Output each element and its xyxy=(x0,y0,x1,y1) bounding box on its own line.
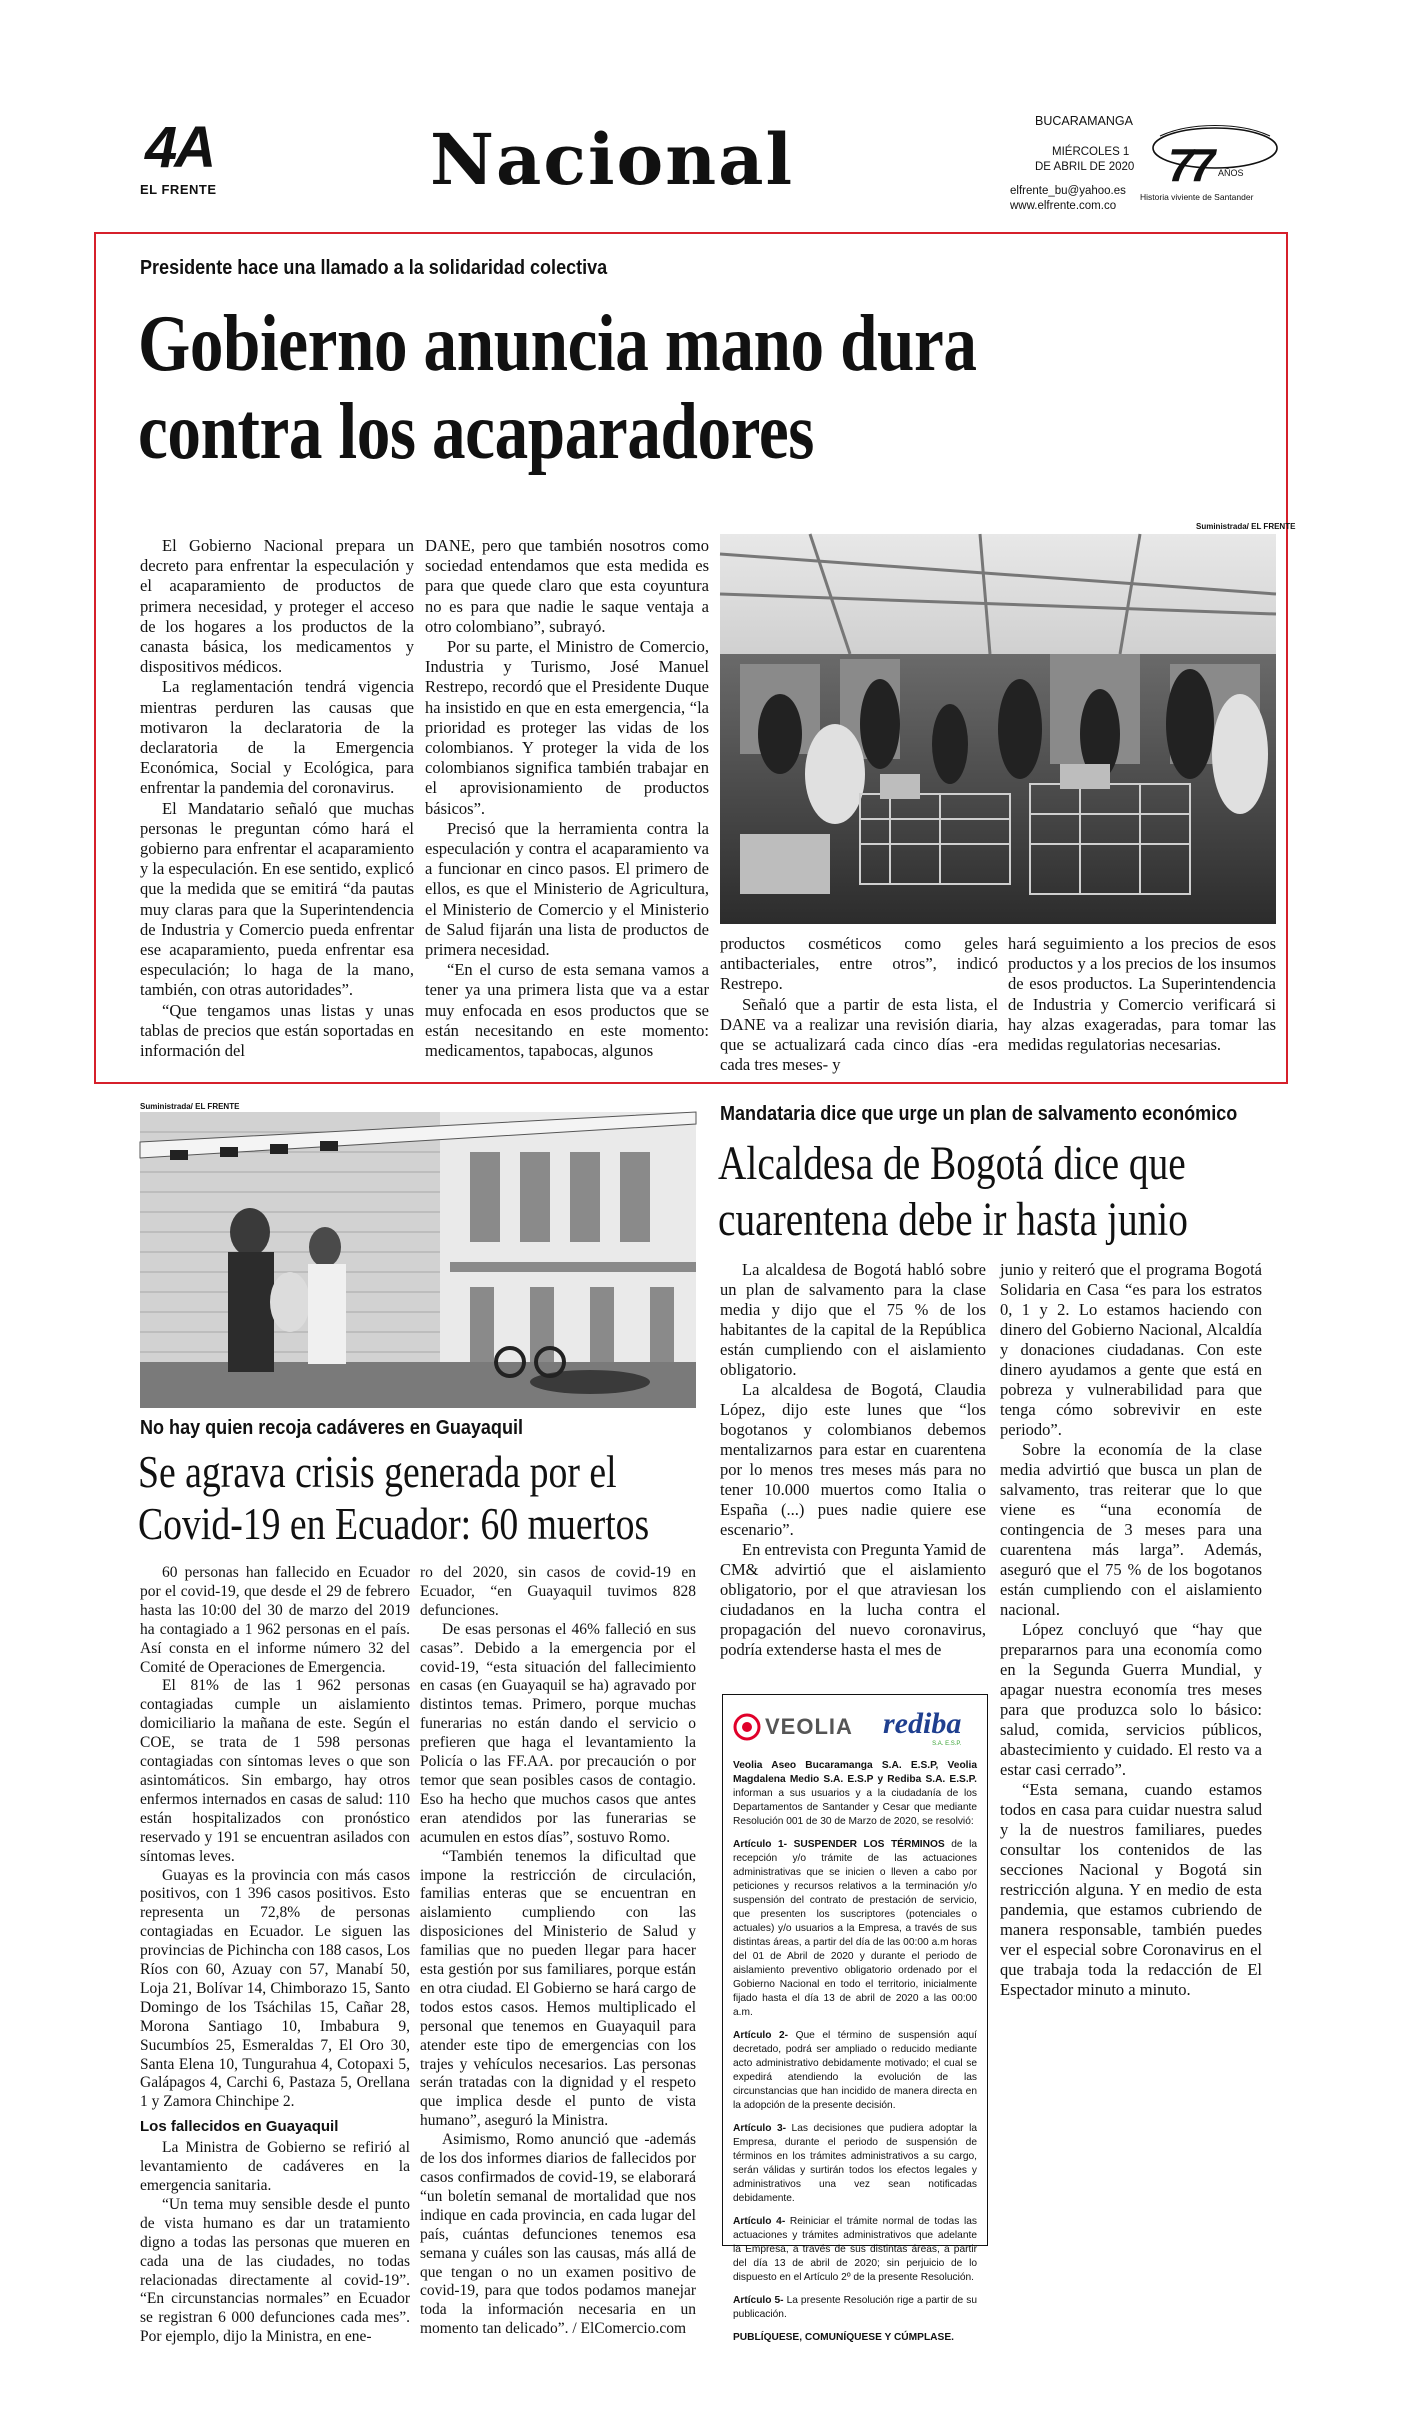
paragraph: DANE, pero que también nosotros como sociedad entendamos que esta medida es para que quede claro que esta coyuntura no es para que nadie le saque ventaja a otro colombiano”, subrayó. xyxy=(425,536,709,636)
paragraph: Guayas es la provincia con más casos positivos, con 1 396 casos positivos. Esto representa un 72,8% de personas contagiadas en Ecuador. Le siguen las provincias de Pichincha con 188 casos, Los Ríos con 60, Azuay con 57, Manabí 50, Loja 21, Bolívar 14, Chimborazo 15, Santo Domingo de los Tsáchilas 15, Cañar 28, Morona Santiago 10, Imbabura 9, Sucumbíos 25, Esmeraldas 7, El Oro 30, Santa Elena 10, Tungurahua 4, Cotopaxi 5, Galápagos 4, Carchi 6, Pastaza 5, Orellana 1 y Zamora Chinchipe 2. xyxy=(140,1866,410,2111)
paragraph: junio y reiteró que el programa Bogotá Solidaria en Casa “es para los estratos 0, 1 y 2. Lo estamos haciendo con dinero del Gobierno Nacional, Alcaldía y donaciones ciudadanas. Con este dinero ayudamos a gente que está en pobreza y vulnerabilidad para que tenga cómo sobrevivir en este periodo”. xyxy=(1000,1260,1262,1439)
veolia-wordmark: VEOLIA xyxy=(765,1714,853,1739)
city: BUCARAMANGA xyxy=(1035,114,1133,128)
ad-logos xyxy=(733,1703,977,1759)
story1-col3 xyxy=(720,934,998,1075)
paragraph: La alcaldesa de Bogotá, Claudia López, dijo este lunes que “los bogotanos y colombianos debemos mentalizarnos para estar en cuarentena por lo menos tres meses más para no tener 10.000 muertos como Italia o España (...) pues nadie quiere ese escenario”. xyxy=(720,1380,986,1539)
ad-body xyxy=(733,1759,977,2345)
story2-col1 xyxy=(140,1564,410,2347)
paragraph: De esas personas el 46% falleció en sus casas”. Debido a la emergencia por el covid-19, “esta situación del fallecimiento en casas (en Guayaquil se ha) agravado por distintos temas. Primero, porque muchas funerarias no están dando el servicio o prefieren que haga el levantamiento la Policía o las FF.AA. por precaución o por temor que sean posibles casos de contagio. Eso ha hecho que muchos casos que antes eran atendidos por las funerarias se acumulen en estos días”, sostuvo Romo. xyxy=(420,1620,696,1846)
paragraph: El 81% de las 1 962 personas contagiadas cumple un aislamiento domiciliario la mañana de este. Según el COE, se trata de 1 598 personas contagiadas con síntomas leves o que son asintomáticos. Sin embargo, hay otros enfermos internados en casas de salud: 110 están hospitalizados con pronóstico reservado y 191 se encuentran asilados con síntomas leves. xyxy=(140,1677,410,1865)
paragraph: En entrevista con Pregunta Yamid de CM& advirtió que el aislamiento obligatorio, por el que atraviesan los ciudadanos en la lucha contra el propagación del nuevo coronavirus, podría extenderse hasta el mes de xyxy=(720,1540,986,1659)
ad-article-1: Artículo 1- SUSPENDER LOS TÉRMINOS de la recepción y/o trámite de las actuaciones administrativas que se inicien o lleven a cabo por peticiones y recursos relativos a la terminación y/o suspensión del contrato de prestación de servicio, que presenten los suscriptores (potenciales o actuales) y/o usuarios a la Empresa, a través de sus distintas áreas, a partir del día de las 00:00 a.m horas del 01 de Abril de 2020 y durante el periodo de aislamiento preventivo obligatorio ordenado por el Gobierno Nacional en todo el territorio, inicialmente fijado hasta el día 13 de abril de 2020 a las 00:00 a.m. xyxy=(733,1839,977,2018)
email: elfrente_bu@yahoo.es xyxy=(1010,185,1126,197)
story2-kicker: No hay quien recoja cadáveres en Guayaquil xyxy=(140,1416,524,1439)
story1-col2 xyxy=(425,536,709,1061)
story3-headline-line1: Alcaldesa de Bogotá dice que xyxy=(718,1137,1186,1190)
paragraph: El Gobierno Nacional prepara un decreto para enfrentar la especulación y el acaparamiento de productos de primera necesidad, y proteger el acceso de los hogares a los productos de la canasta básica, los medicamentos y dispositivos médicos. xyxy=(140,536,414,677)
rediba-logo xyxy=(883,1707,961,1747)
story2-subhead: Los fallecidos en Guayaquil xyxy=(140,2118,339,2136)
paragraph: 60 personas han fallecido en Ecuador por el covid-19, que desde el 29 de febrero hasta las 10:00 del 30 de marzo del 2019 ha contagiado a 1 962 personas en el país. Así consta en el informe número 32 del Comité de Operaciones de Emergencia. xyxy=(140,1564,410,1676)
paragraph: “Esta semana, cuando estamos todos en casa para cuidar nuestra salud y la de nuestros familiares, puedes consultar los contenidos de las secciones Nacional y Bogotá sin restricción alguna. Y en medio de esta pandemia, que estamos cubriendo de manera responsable, también puedes ver el especial sobre Coronavirus en el que trabaja toda la redacción de El Espectador minuto a minuto. xyxy=(1000,1780,1262,1999)
paragraph: hará seguimiento a los precios de esos productos y a los precios de los insumos de esos productos. La Superintendencia de Industria y Comercio verificará si hay alzas exageradas, para tomar las medidas regulatorias necesarias. xyxy=(1008,934,1276,1055)
paragraph: Señaló que a partir de esta lista, el DANE va a realizar una revisión diaria, que se actualizará cada cinco días -era cada tres meses- y xyxy=(720,994,998,1075)
story1-kicker: Presidente hace una llamado a la solidaridad colectiva xyxy=(140,256,608,279)
section-title: Nacional xyxy=(430,118,795,201)
paragraph: López concluyó que “hay que prepararnos para una economía como en la Segunda Guerra Mundial, y apagar nuestra economía tres meses para que produzca solo lo básico: salud, comida, servicios públicos, abastecimiento y cuidado. El resto va a estar casi cerrado”. xyxy=(1000,1620,1262,1779)
story3-col1 xyxy=(720,1260,986,1660)
story2-photo-guayaquil xyxy=(140,1112,696,1408)
paragraph: productos cosméticos como geles antibacteriales, entre otros”, indicó Restrepo. xyxy=(720,934,998,994)
brand-small: EL FRENTE xyxy=(140,182,217,197)
website: www.elfrente.com.co xyxy=(1010,200,1117,212)
rediba-wordmark: rediba xyxy=(883,1707,962,1740)
paragraph: La alcaldesa de Bogotá habló sobre un plan de salvamento para la clase media y dijo que el 75 % de los habitantes de la capital de la República están cumpliendo con el aislamiento obligatorio. xyxy=(720,1260,986,1379)
paragraph: “También tenemos la dificultad que impone la restricción de circulación, familias enteras que se encuentran en aislamiento cumpliendo con las disposiciones del Ministerio de Salud y familias que no pueden llegar para hacer esta gestión por sus familiares, porque están en otra ciudad. El Gobierno se hará cargo de todos estos casos. Hemos multiplicado el personal que tenemos en Guayaquil para atender este tipo de emergencias con los trajes y vehículos necesarios. Las personas serán tratadas con la dignidad y el respeto que implica desde el punto de vista humano”, aseguró la Ministra. xyxy=(420,1847,696,2130)
story3-headline xyxy=(718,1136,1291,1248)
story1-headline-line1: Gobierno anuncia mano dura xyxy=(138,300,977,388)
story3-headline-line2: cuarentena debe ir hasta junio xyxy=(718,1193,1188,1246)
anniversary-number: 77 xyxy=(1168,139,1212,191)
paragraph: ro del 2020, sin casos de covid-19 en Ecuador, “en Guayaquil tuvimos 828 defunciones. xyxy=(420,1564,696,1619)
anniversary-word: AÑOS xyxy=(1218,168,1244,178)
paragraph: La reglamentación tendrá vigencia mientras perduren las causas que motivaron la declaratoria de la declaratoria de la Emergencia Económica, Social y Ecológica, para enfrentar la pandemia del coronavirus. xyxy=(140,677,414,798)
ad-article-2: Artículo 2- Que el término de suspensión aquí decretado, podrá ser ampliado o reducido mediante acto administrativo debidamente motivado; el cual se expedirá atendiendo la evolución de las circunstancias que han incidido de manera directa en la adopción de la presente decisión. xyxy=(733,2030,977,2111)
ad-article-4: Artículo 4- Reiniciar el trámite normal de todas las actuaciones y trámites administrativos que adelante la Empresa, a través de sus distintas áreas, a partir del día 13 de abril de 2020; sin perjuicio de lo dispuesto en el Artículo 2º de la presente Resolución. xyxy=(733,2216,977,2283)
story3-kicker: Mandataria dice que urge un plan de salvamento económico xyxy=(720,1102,1238,1125)
ad-box xyxy=(722,1694,988,2343)
paragraph: La Ministra de Gobierno se refirió al levantamiento de cadáveres en la emergencia sanitaria. xyxy=(140,2139,410,2194)
story2-headline-line2: Covid-19 en Ecuador: 60 muertos xyxy=(138,1498,650,1549)
story3-col2 xyxy=(1000,1260,1262,2000)
story1-col4 xyxy=(1008,934,1276,1055)
paragraph: “Un tema muy sensible desde el punto de vista humano es dar un tratamiento digno a todas las personas que mueren en cada una de las ciudades, no todas relacionadas directamente al covid-19”. “En circunstancias normales” en Ecuador se registran 6 000 defunciones cada mes”. Por ejemplo, dijo la Ministra, en ene- xyxy=(140,2195,410,2346)
paragraph: “En el curso de esta semana vamos a tener ya una primera lista que va a estar muy enfocada en esos productos que se están necesitando en este momento: medicamentos, tapabocas, algunos xyxy=(425,960,709,1061)
story2-col2 xyxy=(420,1564,696,2339)
paragraph: El Mandatario señaló que muchas personas le preguntan cómo hará el gobierno para enfrentar el acaparamiento y la especulación. En ese sentido, explicó que la medida que se emitirá “da pautas muy claras para que la Superintendencia de Industria y Comercio pueda enfrentar ese acaparamiento, pueda enfrentar esa especulación; lo haga de la mano, también, con otras autoridades”. xyxy=(140,798,414,1000)
veolia-emblem-icon xyxy=(733,1713,761,1741)
story1-photo-supermarket xyxy=(720,534,1276,924)
ad-intro: Veolia Aseo Bucaramanga S.A. E.S.P, Veolia Magdalena Medio S.A. E.S.P y Rediba S.A. E.S.P. informan a sus usuarios y a la ciudadanía de los Departamentos de Santander y Cesar que mediante Resolución 001 de 30 de Marzo de 2020, se resolvió: xyxy=(733,1760,977,1827)
rediba-sub: S.A. E.S.P. xyxy=(932,1741,962,1747)
page-number: 4A xyxy=(145,115,214,180)
story2-photo-credit: Suministrada/ EL FRENTE xyxy=(140,1102,240,1111)
ad-article-3: Artículo 3- Las decisiones que pudiera adoptar la Empresa, durante el periodo de suspensión de términos en los trámites administrativos a su cargo, serán válidas y surtirán todos los efectos legales y administrativos una vez sean notificadas debidamente. xyxy=(733,2123,977,2204)
paragraph: Por su parte, el Ministro de Comercio, Industria y Turismo, José Manuel Restrepo, recordó que el Presidente Duque ha insistido en que en esta emergencia, “la prioridad es proteger las vidas de los colombianos. Y proteger la vida de los colombianos significa también trabajar en el aprovisionamiento de productos básicos”. xyxy=(425,637,709,818)
paragraph: Asimismo, Romo anunció que -además de los dos informes diarios de fallecidos por casos confirmados de covid-19, se elaborará “un boletín semanal de mortalidad que nos indique en cada provincia, en cada lugar del país, cuántas defunciones tenemos esa semana y cuáles son las causas, más allá de que tengan o no un examen positivo de covid-19, para que todos podamos manejar toda la información necesaria en un momento tan delicado”. / ElComercio.com xyxy=(420,2131,696,2338)
story2-headline xyxy=(138,1446,761,1550)
date-line2: DE ABRIL DE 2020 xyxy=(1035,161,1135,173)
ad-article-5: Artículo 5- La presente Resolución rige a partir de su publicación. xyxy=(733,2295,977,2320)
paragraph: “Que tengamos unas listas y unas tablas de precios que están soportadas en información del xyxy=(140,1000,414,1061)
paragraph: Sobre la economía de la clase media advirtió que busca un plan de salvamento, tras reiterar que lo que viene es “una economía de contingencia de 3 meses para una cuarentena más larga”. Además, aseguró que el 75 % de los bogotanos están cumpliendo con el aislamiento nacional. xyxy=(1000,1440,1262,1619)
story1-col1 xyxy=(140,536,414,1061)
anniversary-logo xyxy=(1140,118,1290,208)
paragraph: Precisó que la herramienta contra la especulación y contra el acaparamiento va a funcionar en cinco pasos. El primero de ellos, es que el Ministerio de Agricultura, el Ministerio de Comercio y el Ministerio de Salud fijarán una lista de productos de primera necesidad. xyxy=(425,818,709,960)
anniversary-slogan: Historia viviente de Santander xyxy=(1140,192,1254,202)
veolia-logo xyxy=(733,1713,853,1741)
masthead xyxy=(0,0,1406,230)
story1-headline xyxy=(138,300,1136,476)
date-line1: MIÉRCOLES 1 xyxy=(1052,146,1130,158)
story2-headline-line1: Se agrava crisis generada por el xyxy=(138,1446,617,1497)
story1-headline-line2: contra los acaparadores xyxy=(138,388,814,476)
ad-closing: PUBLÍQUESE, COMUNÍQUESE Y CÚMPLASE. xyxy=(733,2332,954,2343)
story1-photo-credit: Suministrada/ EL FRENTE xyxy=(1196,522,1296,531)
